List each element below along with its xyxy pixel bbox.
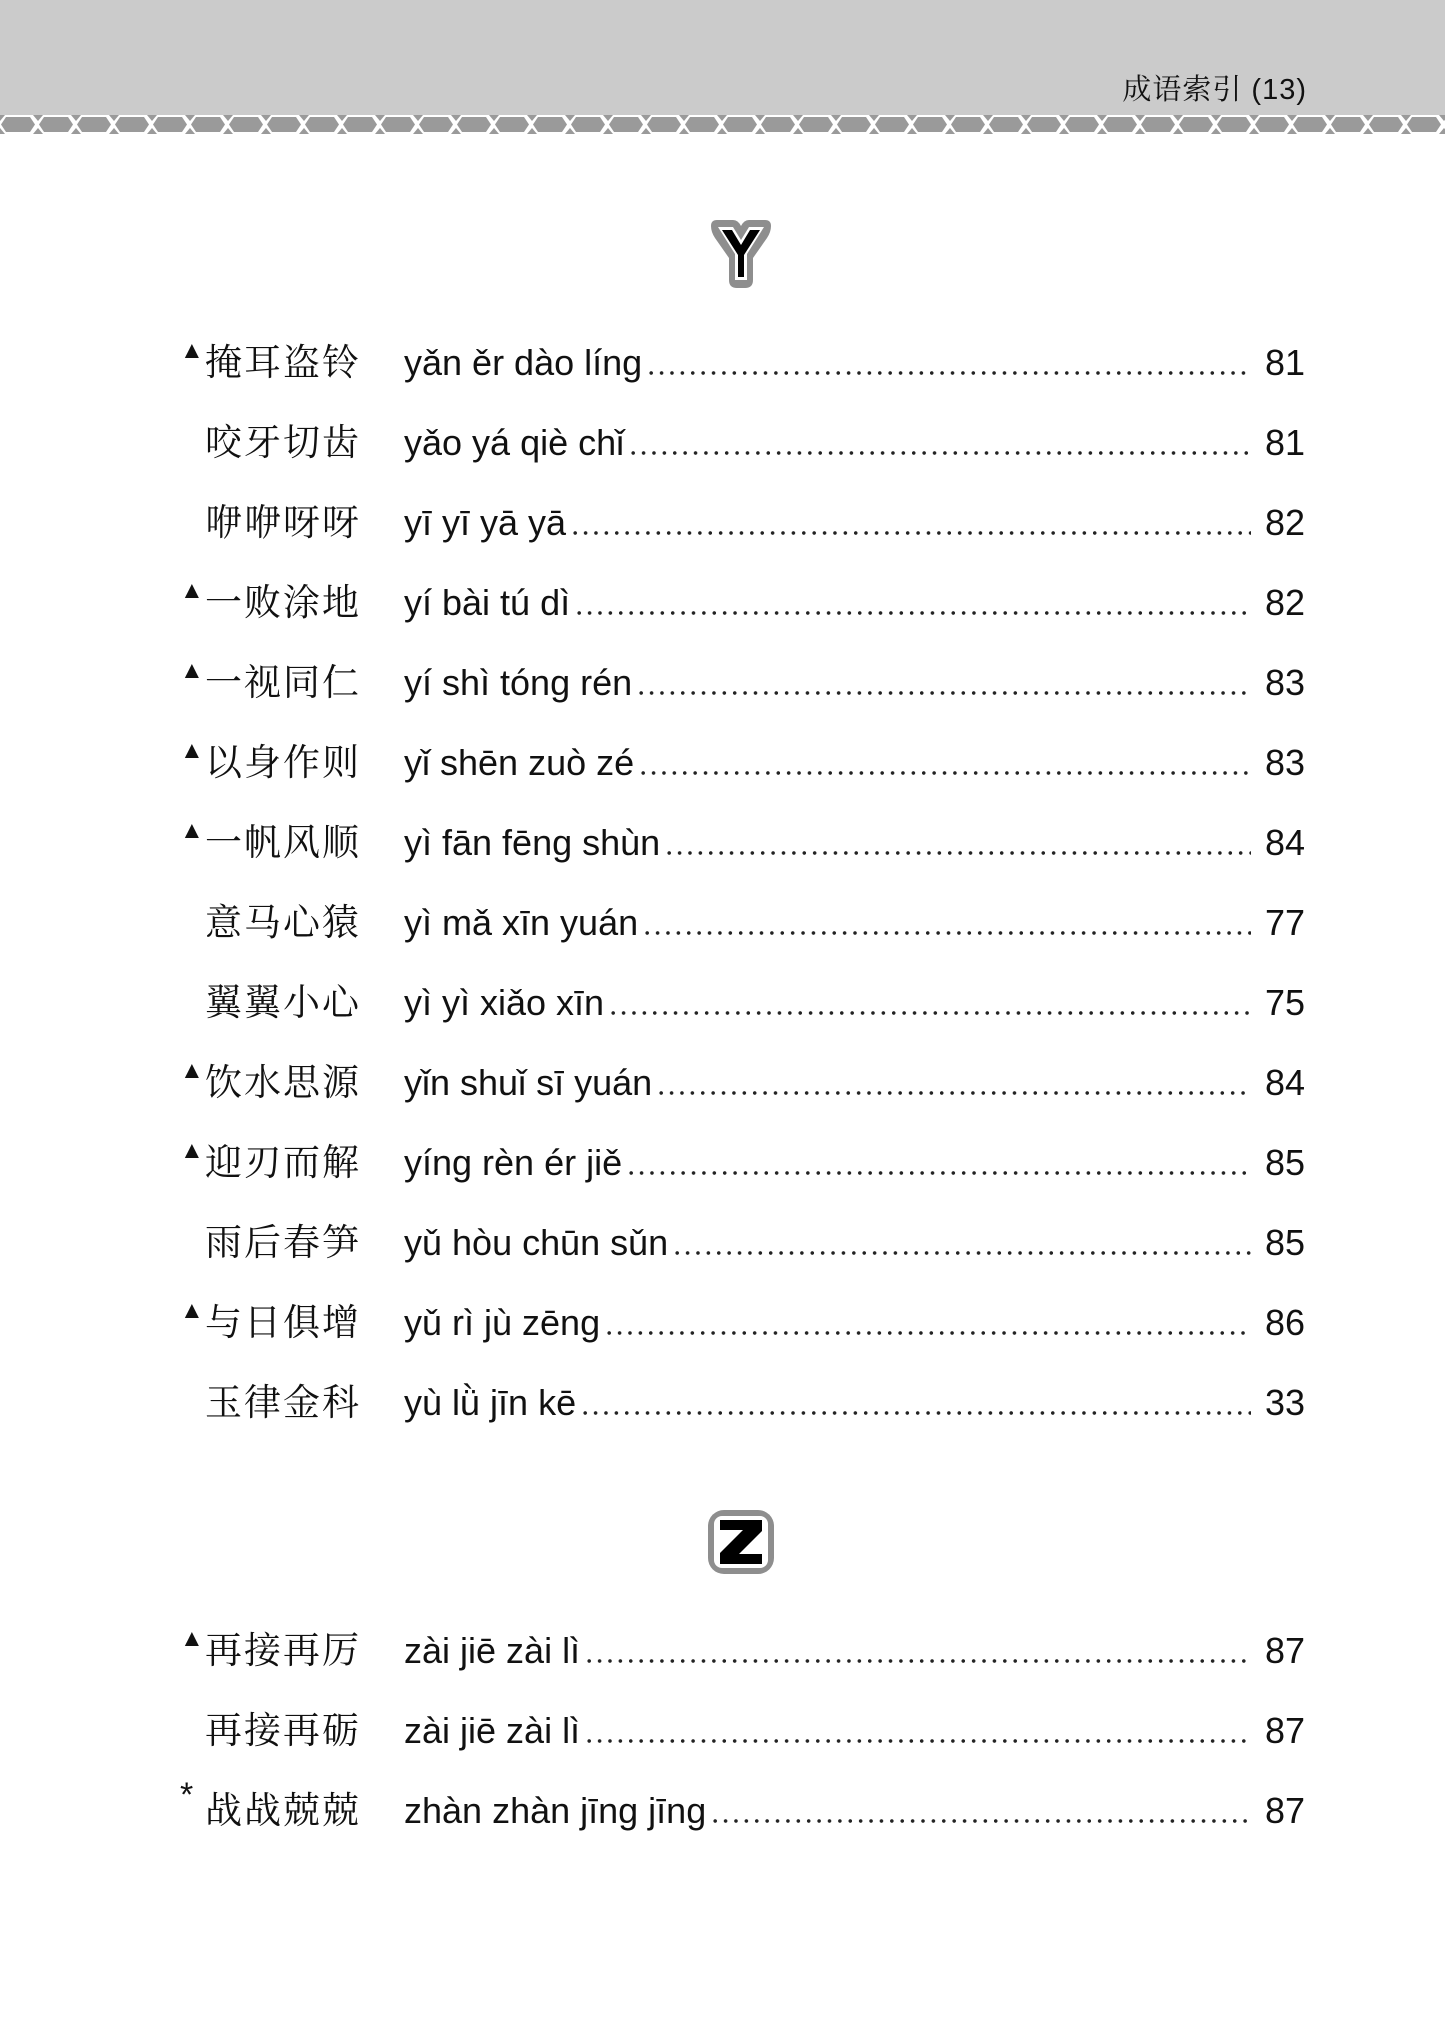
pinyin-text: yǎn ěr dào líng <box>404 342 643 383</box>
page-number: 87 <box>1264 1630 1305 1671</box>
pinyin-text: yí bài tú dì <box>404 582 571 623</box>
dot-leader <box>608 980 1251 1026</box>
pinyin-text: yì fān fēng shùn <box>404 822 661 863</box>
idiom-text: 翼翼小心 <box>205 981 361 1024</box>
idiom-text: 再接再厉 <box>205 1629 361 1672</box>
dot-leader <box>642 900 1251 946</box>
page-number: 81 <box>1264 342 1305 383</box>
dot-leader <box>570 500 1251 546</box>
page-number: 87 <box>1264 1710 1305 1751</box>
index-entry <box>180 500 1305 550</box>
page-number: 86 <box>1264 1302 1305 1343</box>
index-entry <box>180 980 1305 1030</box>
triangle-marker-icon: ▲ <box>180 1137 204 1164</box>
triangle-marker-icon: ▲ <box>180 817 204 844</box>
pinyin-text: yǐn shuǐ sī yuán <box>404 1062 653 1103</box>
dot-leader <box>584 1628 1251 1674</box>
pinyin-text: yíng rèn ér jiě <box>404 1142 623 1183</box>
page-number: 83 <box>1264 662 1305 703</box>
page-number: 75 <box>1264 982 1305 1023</box>
index-entry <box>180 1625 1305 1678</box>
idiom-text: 意马心猿 <box>205 901 361 944</box>
triangle-marker-icon: ▲ <box>180 1057 204 1084</box>
page-number: 81 <box>1264 422 1305 463</box>
index-entry <box>180 737 1305 790</box>
pinyin-text: yì yì xiǎo xīn <box>404 982 605 1023</box>
dot-leader <box>672 1220 1251 1266</box>
pinyin-text: yí shì tóng rén <box>404 662 633 703</box>
page-number: 85 <box>1264 1142 1305 1183</box>
index-entry <box>180 1297 1305 1350</box>
index-entry <box>180 1776 1305 1838</box>
page-number: 87 <box>1264 1790 1305 1831</box>
pinyin-text: zài jiē zài lì <box>404 1710 581 1751</box>
page-number: 33 <box>1264 1382 1305 1423</box>
idiom-text: 再接再砺 <box>205 1709 361 1752</box>
pinyin-text: yǔ hòu chūn sǔn <box>404 1222 669 1263</box>
idiom-text: 迎刃而解 <box>205 1141 361 1184</box>
idiom-text: 玉律金科 <box>205 1381 361 1424</box>
idiom-text: 掩耳盗铃 <box>205 341 361 384</box>
index-entry <box>180 1057 1305 1110</box>
triangle-marker-icon: ▲ <box>180 657 204 684</box>
index-entry <box>180 1380 1305 1430</box>
pinyin-text: yǔ rì jù zēng <box>404 1302 601 1343</box>
dot-leader <box>646 340 1251 386</box>
pinyin-text: yǐ shēn zuò zé <box>404 742 635 783</box>
dot-leader <box>636 660 1251 706</box>
index-entry <box>180 900 1305 950</box>
triangle-marker-icon: ▲ <box>180 1625 204 1652</box>
pinyin-text: zài jiē zài lì <box>404 1630 581 1671</box>
index-entry <box>180 1708 1305 1758</box>
page-number: 82 <box>1264 582 1305 623</box>
dot-leader <box>574 580 1251 626</box>
idiom-text: 以身作则 <box>205 741 361 784</box>
idiom-text: 一帆风顺 <box>205 821 361 864</box>
asterisk-marker-icon: * <box>180 1776 194 1814</box>
triangle-marker-icon: ▲ <box>180 577 204 604</box>
dot-leader <box>638 740 1251 786</box>
page-number: 84 <box>1264 822 1305 863</box>
header-title: 成语索引 (13) <box>1122 74 1307 106</box>
page-number: 82 <box>1264 502 1305 543</box>
page-number: 85 <box>1264 1222 1305 1263</box>
idiom-text: 饮水思源 <box>205 1061 361 1104</box>
triangle-marker-icon: ▲ <box>180 1297 204 1324</box>
index-entry <box>180 817 1305 870</box>
idiom-text: 咬牙切齿 <box>205 421 361 464</box>
page-number: 83 <box>1264 742 1305 783</box>
page-header <box>0 0 1445 115</box>
dot-leader <box>604 1300 1251 1346</box>
page-number: 84 <box>1264 1062 1305 1103</box>
idiom-text: 雨后春笋 <box>205 1221 361 1264</box>
triangle-marker-icon: ▲ <box>180 337 204 364</box>
dot-leader <box>580 1380 1251 1426</box>
dot-leader <box>628 420 1251 466</box>
pinyin-text: yù lǜ jīn kē <box>404 1382 577 1423</box>
idiom-text: 一败涂地 <box>205 581 361 624</box>
idiom-text: 咿咿呀呀 <box>205 501 361 544</box>
dot-leader <box>584 1708 1251 1754</box>
idiom-text: 一视同仁 <box>205 661 361 704</box>
idiom-text: 与日俱增 <box>205 1301 361 1344</box>
dot-leader <box>710 1788 1251 1834</box>
dot-leader <box>656 1060 1251 1106</box>
dot-leader <box>626 1140 1251 1186</box>
dot-leader <box>664 820 1251 866</box>
index-entry <box>180 420 1305 470</box>
triangle-marker-icon: ▲ <box>180 737 204 764</box>
page-number: 77 <box>1264 902 1305 943</box>
section-letter-y-badge <box>705 218 777 290</box>
section-letter-z-badge <box>705 1506 777 1578</box>
decorative-border-strip <box>0 115 1445 134</box>
pinyin-text: yī yī yā yā <box>404 502 567 543</box>
index-entry <box>180 577 1305 630</box>
index-entry <box>180 1137 1305 1190</box>
index-entry <box>180 337 1305 390</box>
pinyin-text: zhàn zhàn jīng jīng <box>404 1790 707 1831</box>
idiom-text: 战战兢兢 <box>205 1789 361 1832</box>
index-entry <box>180 657 1305 710</box>
pinyin-text: yì mǎ xīn yuán <box>404 902 639 943</box>
pinyin-text: yǎo yá qiè chǐ <box>404 422 625 463</box>
index-entry <box>180 1220 1305 1270</box>
